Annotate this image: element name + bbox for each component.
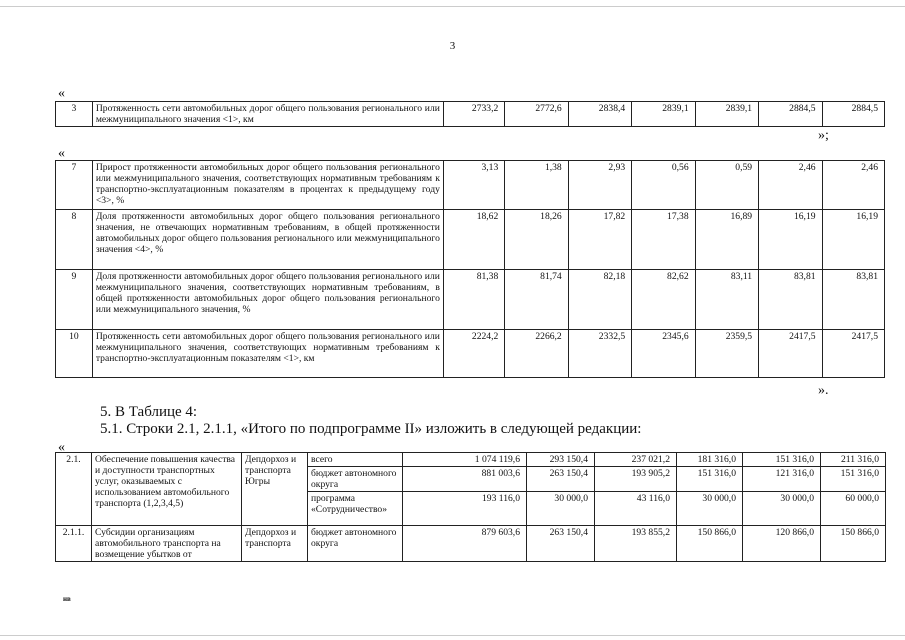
value-cell: 293 150,4 <box>527 453 595 467</box>
row-number: 7 <box>56 161 93 210</box>
value-cell: 81,74 <box>505 270 568 330</box>
value-cell: 150 866,0 <box>821 526 886 562</box>
value-cell: 17,38 <box>632 210 695 270</box>
value-cell: 263 150,4 <box>527 467 595 492</box>
open-quote-3: « <box>58 440 65 455</box>
close-quote-2: ». <box>818 383 829 398</box>
value-cell: 193 855,2 <box>595 526 677 562</box>
value-cell: 121 316,0 <box>743 467 821 492</box>
value-cell: 2884,5 <box>822 102 884 127</box>
scan-edge-bottom <box>0 635 905 636</box>
value-cell: 60 000,0 <box>821 492 886 526</box>
value-cell: 30 000,0 <box>743 492 821 526</box>
value-cell: 83,11 <box>695 270 758 330</box>
value-cell: 16,19 <box>759 210 822 270</box>
value-cell: 18,26 <box>505 210 568 270</box>
value-cell: 1 074 119,6 <box>403 453 527 467</box>
open-quote-1: « <box>58 86 65 101</box>
value-cell: 2839,1 <box>632 102 695 127</box>
value-cell: 2345,6 <box>632 330 695 378</box>
row-number: 10 <box>56 330 93 378</box>
value-cell: 2839,1 <box>695 102 758 127</box>
responsible-executor: Депдорхоз и транспорта Югры <box>242 453 308 526</box>
value-cell: 16,89 <box>695 210 758 270</box>
value-cell: 211 316,0 <box>821 453 886 467</box>
value-cell: 0,56 <box>632 161 695 210</box>
page-number: 3 <box>449 40 456 52</box>
value-cell: 1,38 <box>505 161 568 210</box>
indicator-table-1 <box>55 101 885 127</box>
close-quote-1: »; <box>818 128 829 143</box>
measure-description: Обеспечение повышения качества и доступности транспортных услуг, оказываемых с использованием автомобильного транспорта (1,2,3,4,5) <box>92 453 242 526</box>
table-row <box>56 330 885 378</box>
value-cell: 879 603,6 <box>403 526 527 562</box>
value-cell: 181 316,0 <box>677 453 743 467</box>
funding-source: всего <box>308 453 403 467</box>
value-cell: 16,19 <box>822 210 884 270</box>
value-cell: 237 021,2 <box>595 453 677 467</box>
value-cell: 43 116,0 <box>595 492 677 526</box>
value-cell: 151 316,0 <box>677 467 743 492</box>
funding-source: бюджет автономного округа <box>308 467 403 492</box>
value-cell: 2417,5 <box>822 330 884 378</box>
scan-edge-top <box>0 6 905 7</box>
open-quote-2: « <box>58 146 65 161</box>
indicator-description: Доля протяженности автомобильных дорог общего пользования регионального или межмуниципального значения, соответствующих нормативным требованиям, в общей протяженности автомобильных дорог общего пользования регионального или межмуниципального значения, % <box>92 270 443 330</box>
value-cell: 263 150,4 <box>527 526 595 562</box>
value-cell: 151 316,0 <box>743 453 821 467</box>
table-row <box>56 270 885 330</box>
row-number: 2.1.1. <box>56 526 92 562</box>
row-number: 8 <box>56 210 93 270</box>
value-cell: 2733,2 <box>443 102 504 127</box>
value-cell: 2,93 <box>568 161 631 210</box>
value-cell: 0,59 <box>695 161 758 210</box>
table-row <box>56 453 886 467</box>
table-row <box>56 526 886 562</box>
value-cell: 30 000,0 <box>527 492 595 526</box>
value-cell: 2417,5 <box>759 330 822 378</box>
row-number: 9 <box>56 270 93 330</box>
value-cell: 881 003,6 <box>403 467 527 492</box>
value-cell: 2224,2 <box>443 330 504 378</box>
value-cell: 2,46 <box>759 161 822 210</box>
value-cell: 193 116,0 <box>403 492 527 526</box>
value-cell: 82,62 <box>632 270 695 330</box>
funding-source: программа «Сотрудничество» <box>308 492 403 526</box>
value-cell: 150 866,0 <box>677 526 743 562</box>
section-title: 5. В Таблице 4: <box>100 404 198 420</box>
indicator-description: Прирост протяженности автомобильных дорог общего пользования регионального или межмуниципального значения, соответствующих нормативным требованиям к транспортно-эксплуатационным показателям в процентах к предыдущему году <3>, % <box>92 161 443 210</box>
value-cell: 82,18 <box>568 270 631 330</box>
row-number: 3 <box>56 102 93 127</box>
value-cell: 2,46 <box>822 161 884 210</box>
value-cell: 2772,6 <box>505 102 568 127</box>
value-cell: 151 316,0 <box>821 467 886 492</box>
value-cell: 2332,5 <box>568 330 631 378</box>
responsible-executor: Депдорхоз и транспорта <box>242 526 308 562</box>
footer-mark: нв <box>63 595 71 603</box>
value-cell: 2266,2 <box>505 330 568 378</box>
table-row <box>56 102 885 127</box>
value-cell: 193 905,2 <box>595 467 677 492</box>
value-cell: 30 000,0 <box>677 492 743 526</box>
value-cell: 81,38 <box>443 270 504 330</box>
funding-source: бюджет автономного округа <box>308 526 403 562</box>
indicator-table-2 <box>55 160 885 378</box>
table-row <box>56 161 885 210</box>
indicator-description: Доля протяженности автомобильных дорог общего пользования регионального значения, не отвечающих нормативным требованиям, в общей протяженности автомобильных дорог общего пользования регионального или межмуниципального значения <4>, % <box>92 210 443 270</box>
value-cell: 83,81 <box>759 270 822 330</box>
indicator-description: Протяженность сети автомобильных дорог общего пользования регионального или межмуниципального значения, соответствующих нормативным требованиям к транспортно-эксплуатационным показателям <1>, км <box>92 330 443 378</box>
value-cell: 2884,5 <box>759 102 822 127</box>
value-cell: 18,62 <box>443 210 504 270</box>
indicator-description: Протяженность сети автомобильных дорог общего пользования регионального или межмуниципального значения <1>, км <box>92 102 443 127</box>
program-table <box>55 452 886 562</box>
value-cell: 120 866,0 <box>743 526 821 562</box>
table-row <box>56 210 885 270</box>
value-cell: 2838,4 <box>568 102 631 127</box>
value-cell: 17,82 <box>568 210 631 270</box>
measure-description: Субсидии организациям автомобильного транспорта на возмещение убытков от <box>92 526 242 562</box>
value-cell: 2359,5 <box>695 330 758 378</box>
row-number: 2.1. <box>56 453 92 526</box>
value-cell: 3,13 <box>443 161 504 210</box>
section-subtitle: 5.1. Строки 2.1, 2.1.1, «Итого по подпрограмме II» изложить в следующей редакции: <box>100 421 642 437</box>
value-cell: 83,81 <box>822 270 884 330</box>
